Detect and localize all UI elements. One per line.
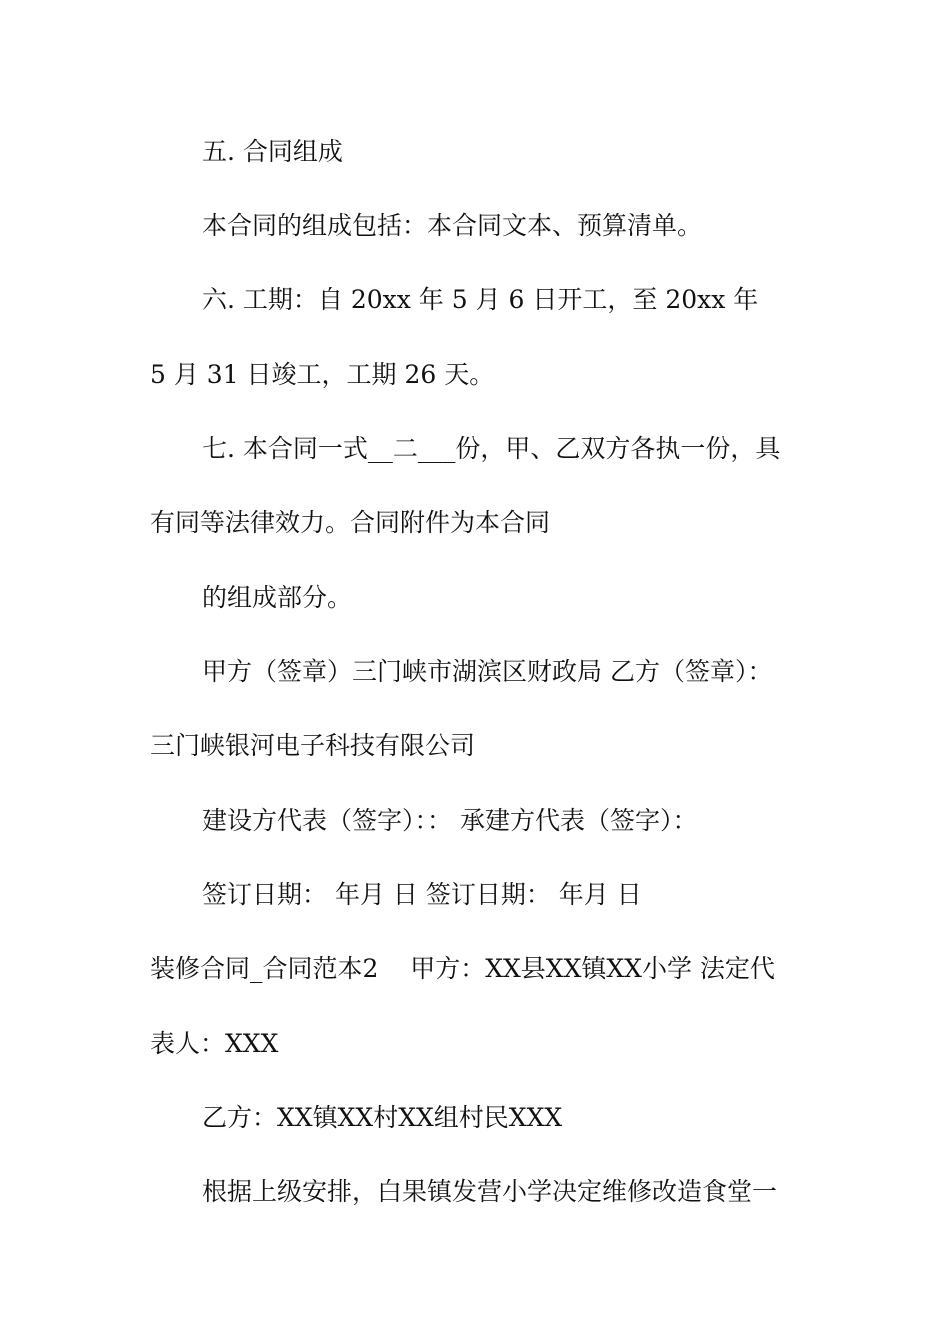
party-b-line: 乙方：XX镇XX村XX组村民XXX bbox=[202, 1103, 563, 1132]
template-two-heading-line-1: 装修合同_合同范本2 甲方：XX县XX镇XX小学 法定代 bbox=[150, 954, 775, 983]
section-seven-copies-line-3: 的组成部分。 bbox=[202, 583, 353, 612]
signing-date-line: 签订日期： 年月 日 签订日期： 年月 日 bbox=[202, 880, 642, 909]
section-six-duration-line-1: 六. 工期：自 20xx 年 5 月 6 日开工，至 20xx 年 bbox=[202, 285, 759, 314]
section-five-heading: 五. 合同组成 bbox=[202, 137, 343, 166]
section-six-duration-line-2: 5 月 31 日竣工，工期 26 天。 bbox=[150, 360, 495, 389]
party-signatures-line-2: 三门峡银河电子科技有限公司 bbox=[150, 731, 476, 760]
contract-composition-text: 本合同的组成包括：本合同文本、预算清单。 bbox=[202, 211, 703, 240]
representatives-line: 建设方代表（签字）：： 承建方代表（签字）： bbox=[202, 806, 698, 835]
section-seven-copies-line-1: 七. 本合同一式__二___份，甲、乙双方各执一份，具 bbox=[202, 434, 781, 463]
section-seven-copies-line-2: 有同等法律效力。合同附件为本合同 bbox=[150, 508, 551, 537]
template-two-heading-line-2: 表人：XXX bbox=[150, 1029, 279, 1058]
party-signatures-line-1: 甲方（签章）三门峡市湖滨区财政局 乙方（签章）： bbox=[202, 657, 773, 686]
background-paragraph-line: 根据上级安排，白果镇发营小学决定维修改造食堂一 bbox=[202, 1177, 778, 1206]
